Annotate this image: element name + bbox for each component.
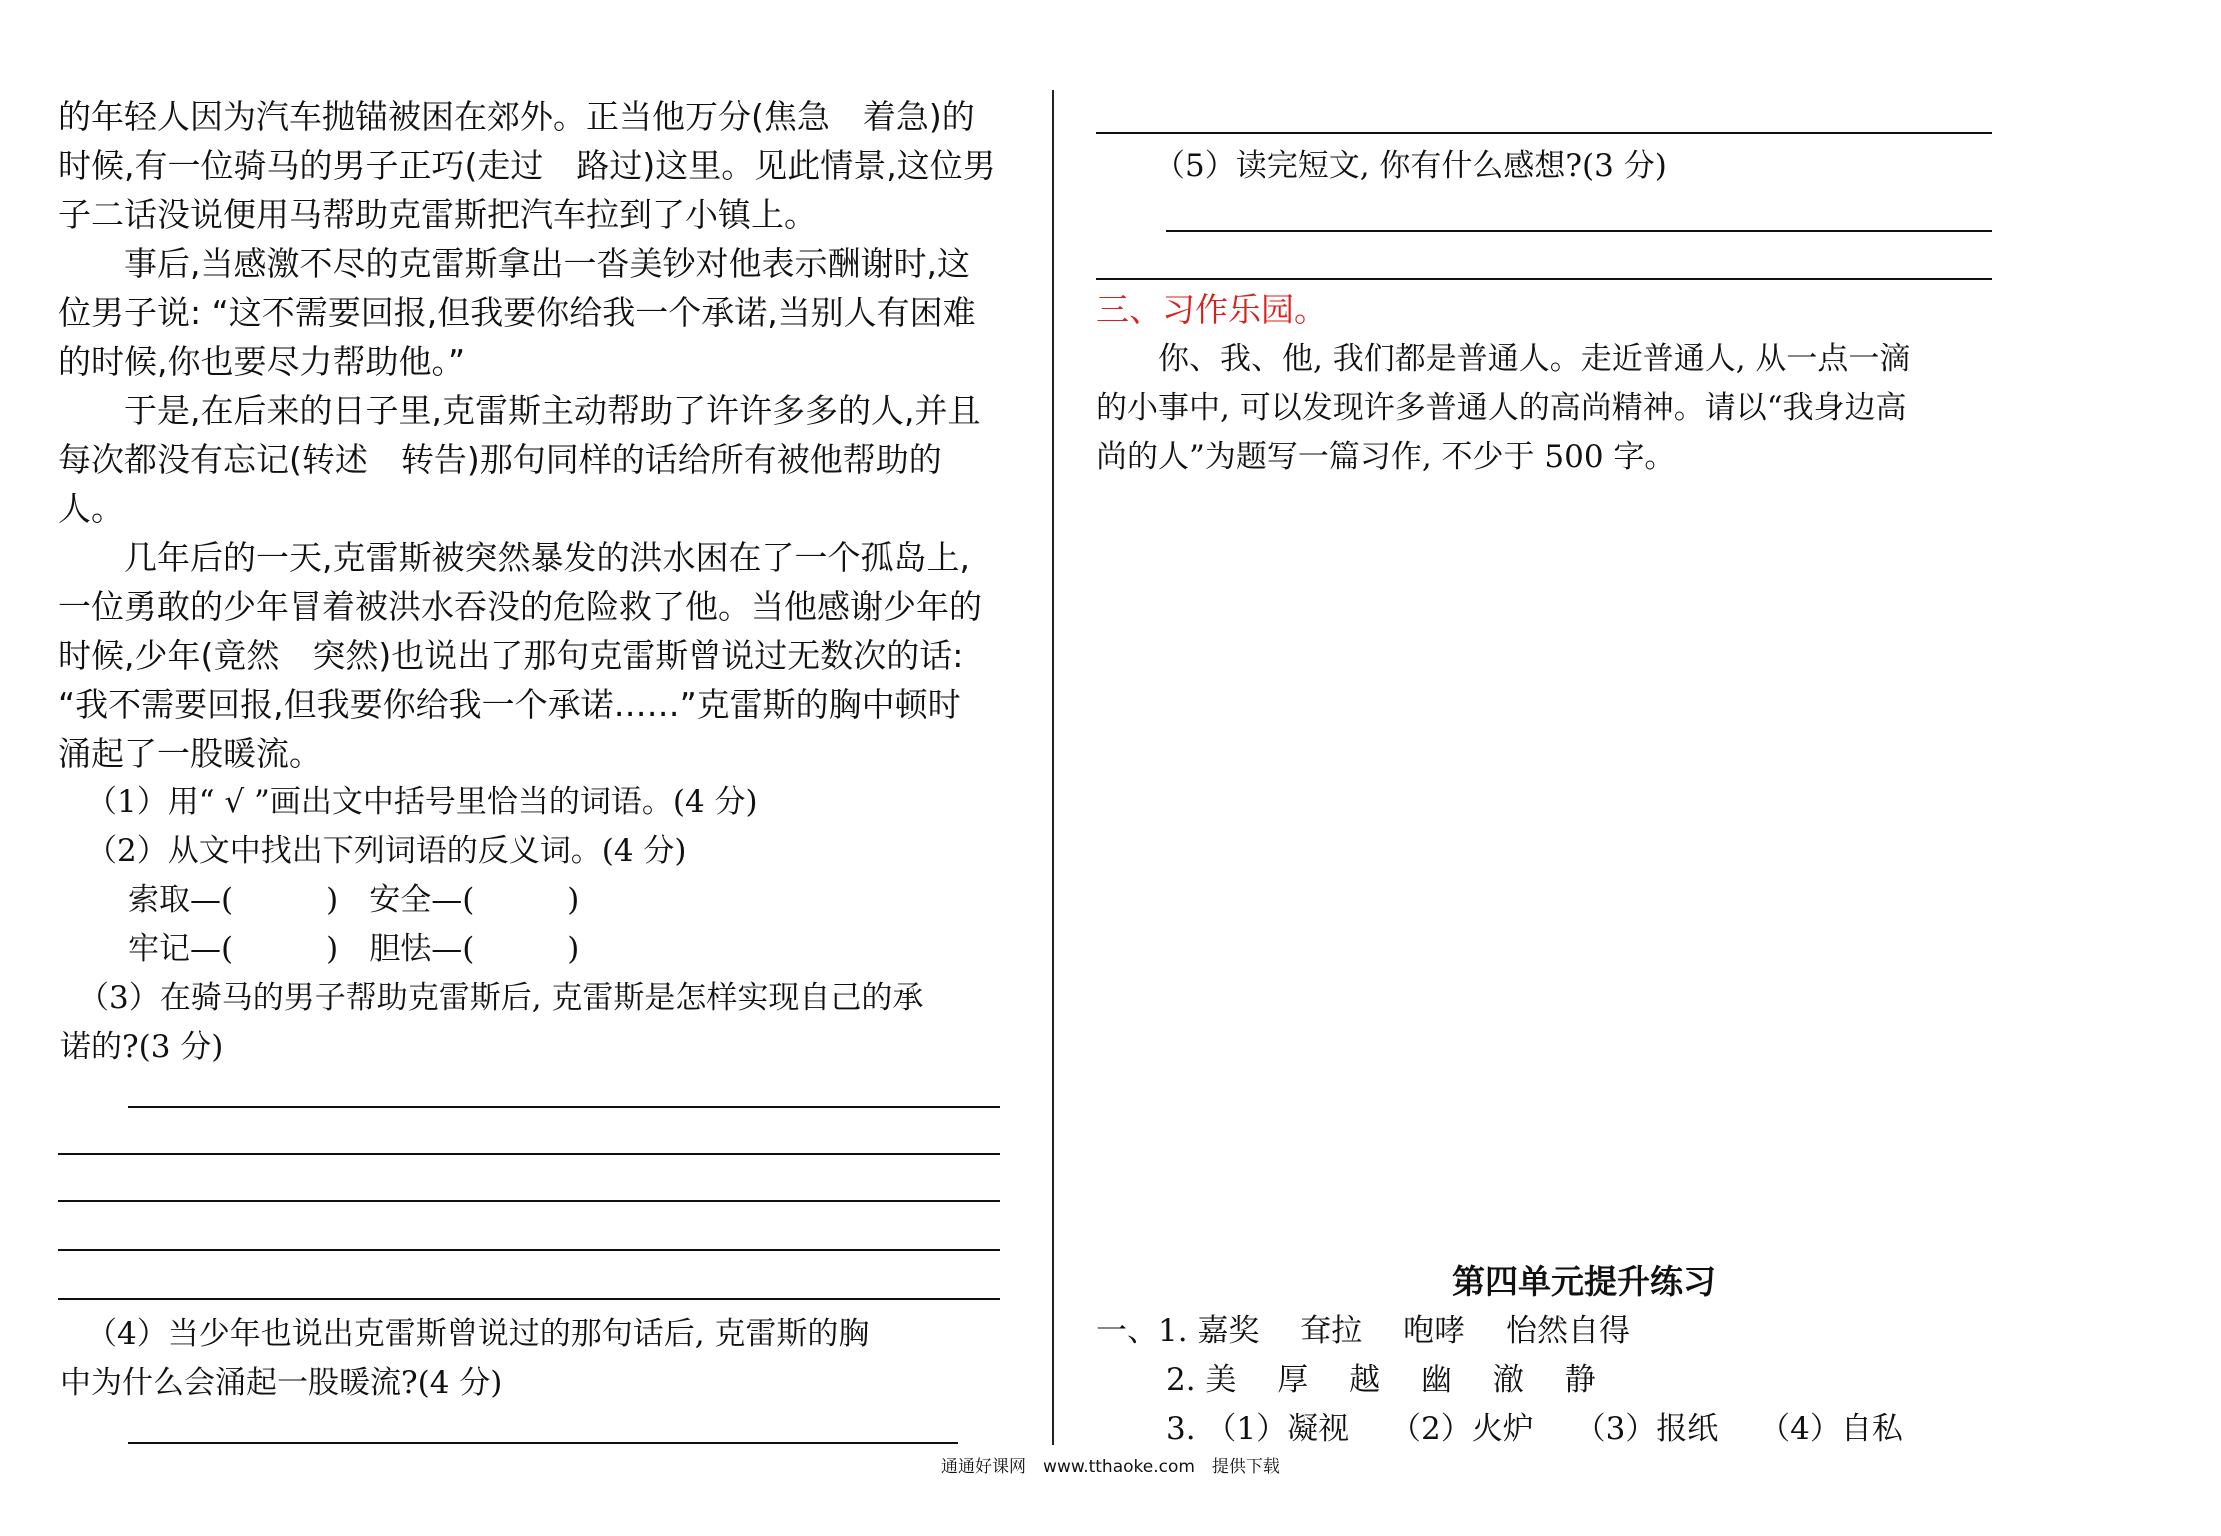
- answer-key-line-3: 3. （1）凝视 （2）火炉 （3）报纸 （4）自私: [1166, 1411, 1903, 1447]
- question-1: （1）用“ √ ”画出文中括号里恰当的词语。(4 分): [86, 784, 758, 820]
- column-divider: [1052, 90, 1054, 1445]
- story-line: 于是,在后来的日子里,克雷斯主动帮助了许许多多的人,并且: [58, 391, 981, 430]
- story-line: 时候,有一位骑马的男子正巧(走过 路过)这里。见此情景,这位男: [58, 146, 996, 185]
- story-line: 每次都没有忘记(转述 转告)那句同样的话给所有被他帮助的: [58, 440, 942, 479]
- question-4-line-1: （4）当少年也说出克雷斯曾说过的那句话后, 克雷斯的胸: [86, 1316, 870, 1352]
- question-2: （2）从文中找出下列词语的反义词。(4 分): [86, 833, 687, 869]
- question-5: （5）读完短文, 你有什么感想?(3 分): [1154, 148, 1667, 184]
- story-line: 子二话没说便用马帮助克雷斯把汽车拉到了小镇上。: [58, 195, 817, 234]
- story-line: 位男子说: “这不需要回报,但我要你给我一个承诺,当别人有困难: [58, 293, 976, 332]
- answer-key-line-1: 一、1. 嘉奖 耷拉 咆哮 怡然自得: [1096, 1313, 1630, 1349]
- story-line: 时候,少年(竟然 突然)也说出了那句克雷斯曾说过无数次的话:: [58, 636, 964, 675]
- page-footer: 通通好课网 www.tthaoke.com 提供下载: [941, 1457, 1280, 1477]
- antonym-row-2: 牢记—( ) 胆怯—( ): [128, 931, 580, 967]
- question-4-line-2: 中为什么会涌起一股暖流?(4 分): [60, 1365, 503, 1401]
- answer-line[interactable]: [58, 1153, 1000, 1155]
- answer-key-line-2: 2. 美 厚 越 幽 澈 静: [1166, 1362, 1596, 1398]
- antonym-row-1: 索取—( ) 安全—( ): [128, 882, 580, 918]
- story-line: 人。: [58, 489, 124, 528]
- story-line: “我不需要回报,但我要你给我一个承诺……”克雷斯的胸中顿时: [58, 685, 961, 724]
- question-3-line-1: （3）在骑马的男子帮助克雷斯后, 克雷斯是怎样实现自己的承: [78, 980, 924, 1016]
- answer-line[interactable]: [128, 1106, 1000, 1108]
- answer-line[interactable]: [58, 1200, 1000, 1202]
- answer-line[interactable]: [1096, 278, 1992, 280]
- answer-line[interactable]: [128, 1442, 958, 1444]
- story-line: 一位勇敢的少年冒着被洪水吞没的危险救了他。当他感谢少年的: [58, 587, 982, 626]
- answer-line[interactable]: [58, 1298, 1000, 1300]
- question-3-line-2: 诺的?(3 分): [60, 1029, 224, 1065]
- answers-title: 第四单元提升练习: [1452, 1262, 1716, 1301]
- essay-prompt-line-1: 你、我、他, 我们都是普通人。走近普通人, 从一点一滴: [1096, 341, 1911, 377]
- story-line: 涌起了一股暖流。: [58, 734, 322, 773]
- story-line: 事后,当感激不尽的克雷斯拿出一沓美钞对他表示酬谢时,这: [58, 244, 970, 283]
- answer-line[interactable]: [1166, 230, 1992, 232]
- story-line: 的年轻人因为汽车抛锚被困在郊外。正当他万分(焦急 着急)的: [58, 97, 975, 136]
- section-3-title: 三、习作乐园。: [1096, 290, 1327, 329]
- essay-prompt-line-2: 的小事中, 可以发现许多普通人的高尚精神。请以“我身边高: [1096, 390, 1907, 426]
- answer-line[interactable]: [58, 1249, 1000, 1251]
- story-line: 的时候,你也要尽力帮助他。”: [58, 342, 466, 381]
- answer-line[interactable]: [1096, 132, 1992, 134]
- essay-prompt-line-3: 尚的人”为题写一篇习作, 不少于 500 字。: [1096, 439, 1676, 475]
- story-line: 几年后的一天,克雷斯被突然暴发的洪水困在了一个孤岛上,: [58, 538, 970, 577]
